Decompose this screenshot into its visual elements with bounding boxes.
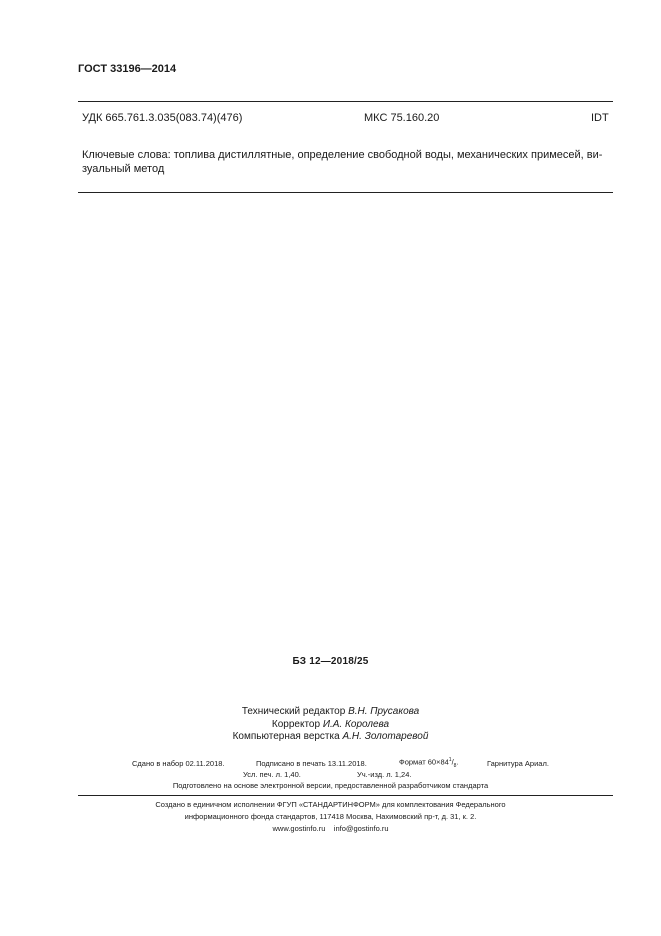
corrector-label: Корректор: [271, 719, 321, 730]
tech-editor-name: В.Н. Прусакова: [348, 706, 420, 717]
prepared-note: Подготовлено на основе электронной версии, предоставленной разработчиком стандарта: [172, 781, 489, 790]
tech-editor-line: [0, 706, 661, 717]
tech-editor-label: Технический редактор: [241, 706, 346, 717]
website-link[interactable]: www.gostinfo.ru: [272, 824, 326, 833]
layout-label: Компьютерная верстка: [232, 731, 340, 742]
footer-divider: [78, 795, 613, 796]
keywords-line-2: зуальный метод: [82, 163, 165, 175]
standard-code: ГОСТ 33196—2014: [78, 63, 177, 75]
format-prefix: Формат 60×84: [399, 757, 449, 767]
keywords: [82, 148, 612, 176]
footer-line-1: Создано в единичном исполнении ФГУП «СТАНДАРТИНФОРМ» для комплектования Федерального: [155, 800, 506, 809]
udk-code: УДК 665.761.3.035(083.74)(476): [82, 112, 243, 124]
bz-number: БЗ 12—2018/25: [292, 656, 369, 667]
layout-name: А.Н. Золотаревой: [342, 731, 429, 742]
email-link[interactable]: info@gostinfo.ru: [333, 824, 389, 833]
idt-marker: IDT: [591, 112, 609, 124]
corrector-name: И.А. Королева: [322, 719, 390, 730]
mks-code: МКС 75.160.20: [364, 112, 440, 124]
sent-date: Сдано в набор 02.11.2018.: [132, 759, 225, 768]
keywords-line-1: Ключевые слова: топлива дистиллятные, определение свободной воды, механических примесей, ви-: [82, 149, 603, 161]
print-sheets: Усл. печ. л. 1,40.: [243, 770, 301, 779]
keywords-divider: [78, 192, 613, 193]
footer-line-2: информационного фонда стандартов, 117418 Москва, Нахимовский пр-т, д. 31, к. 2.: [184, 812, 477, 821]
layout-line: [0, 731, 661, 742]
format-info: Формат $60\times 84^1/_8$.: [399, 757, 459, 769]
format-num: 1: [448, 757, 452, 763]
top-divider: [78, 101, 613, 102]
font-info: Гарнитура Ариал.: [487, 759, 549, 768]
signed-date: Подписано в печать 13.11.2018.: [256, 759, 367, 768]
corrector-line: [0, 719, 661, 730]
format-den: 8: [453, 763, 457, 769]
footer-contacts: [0, 823, 661, 835]
pub-sheets: Уч.-изд. л. 1,24.: [357, 770, 412, 779]
